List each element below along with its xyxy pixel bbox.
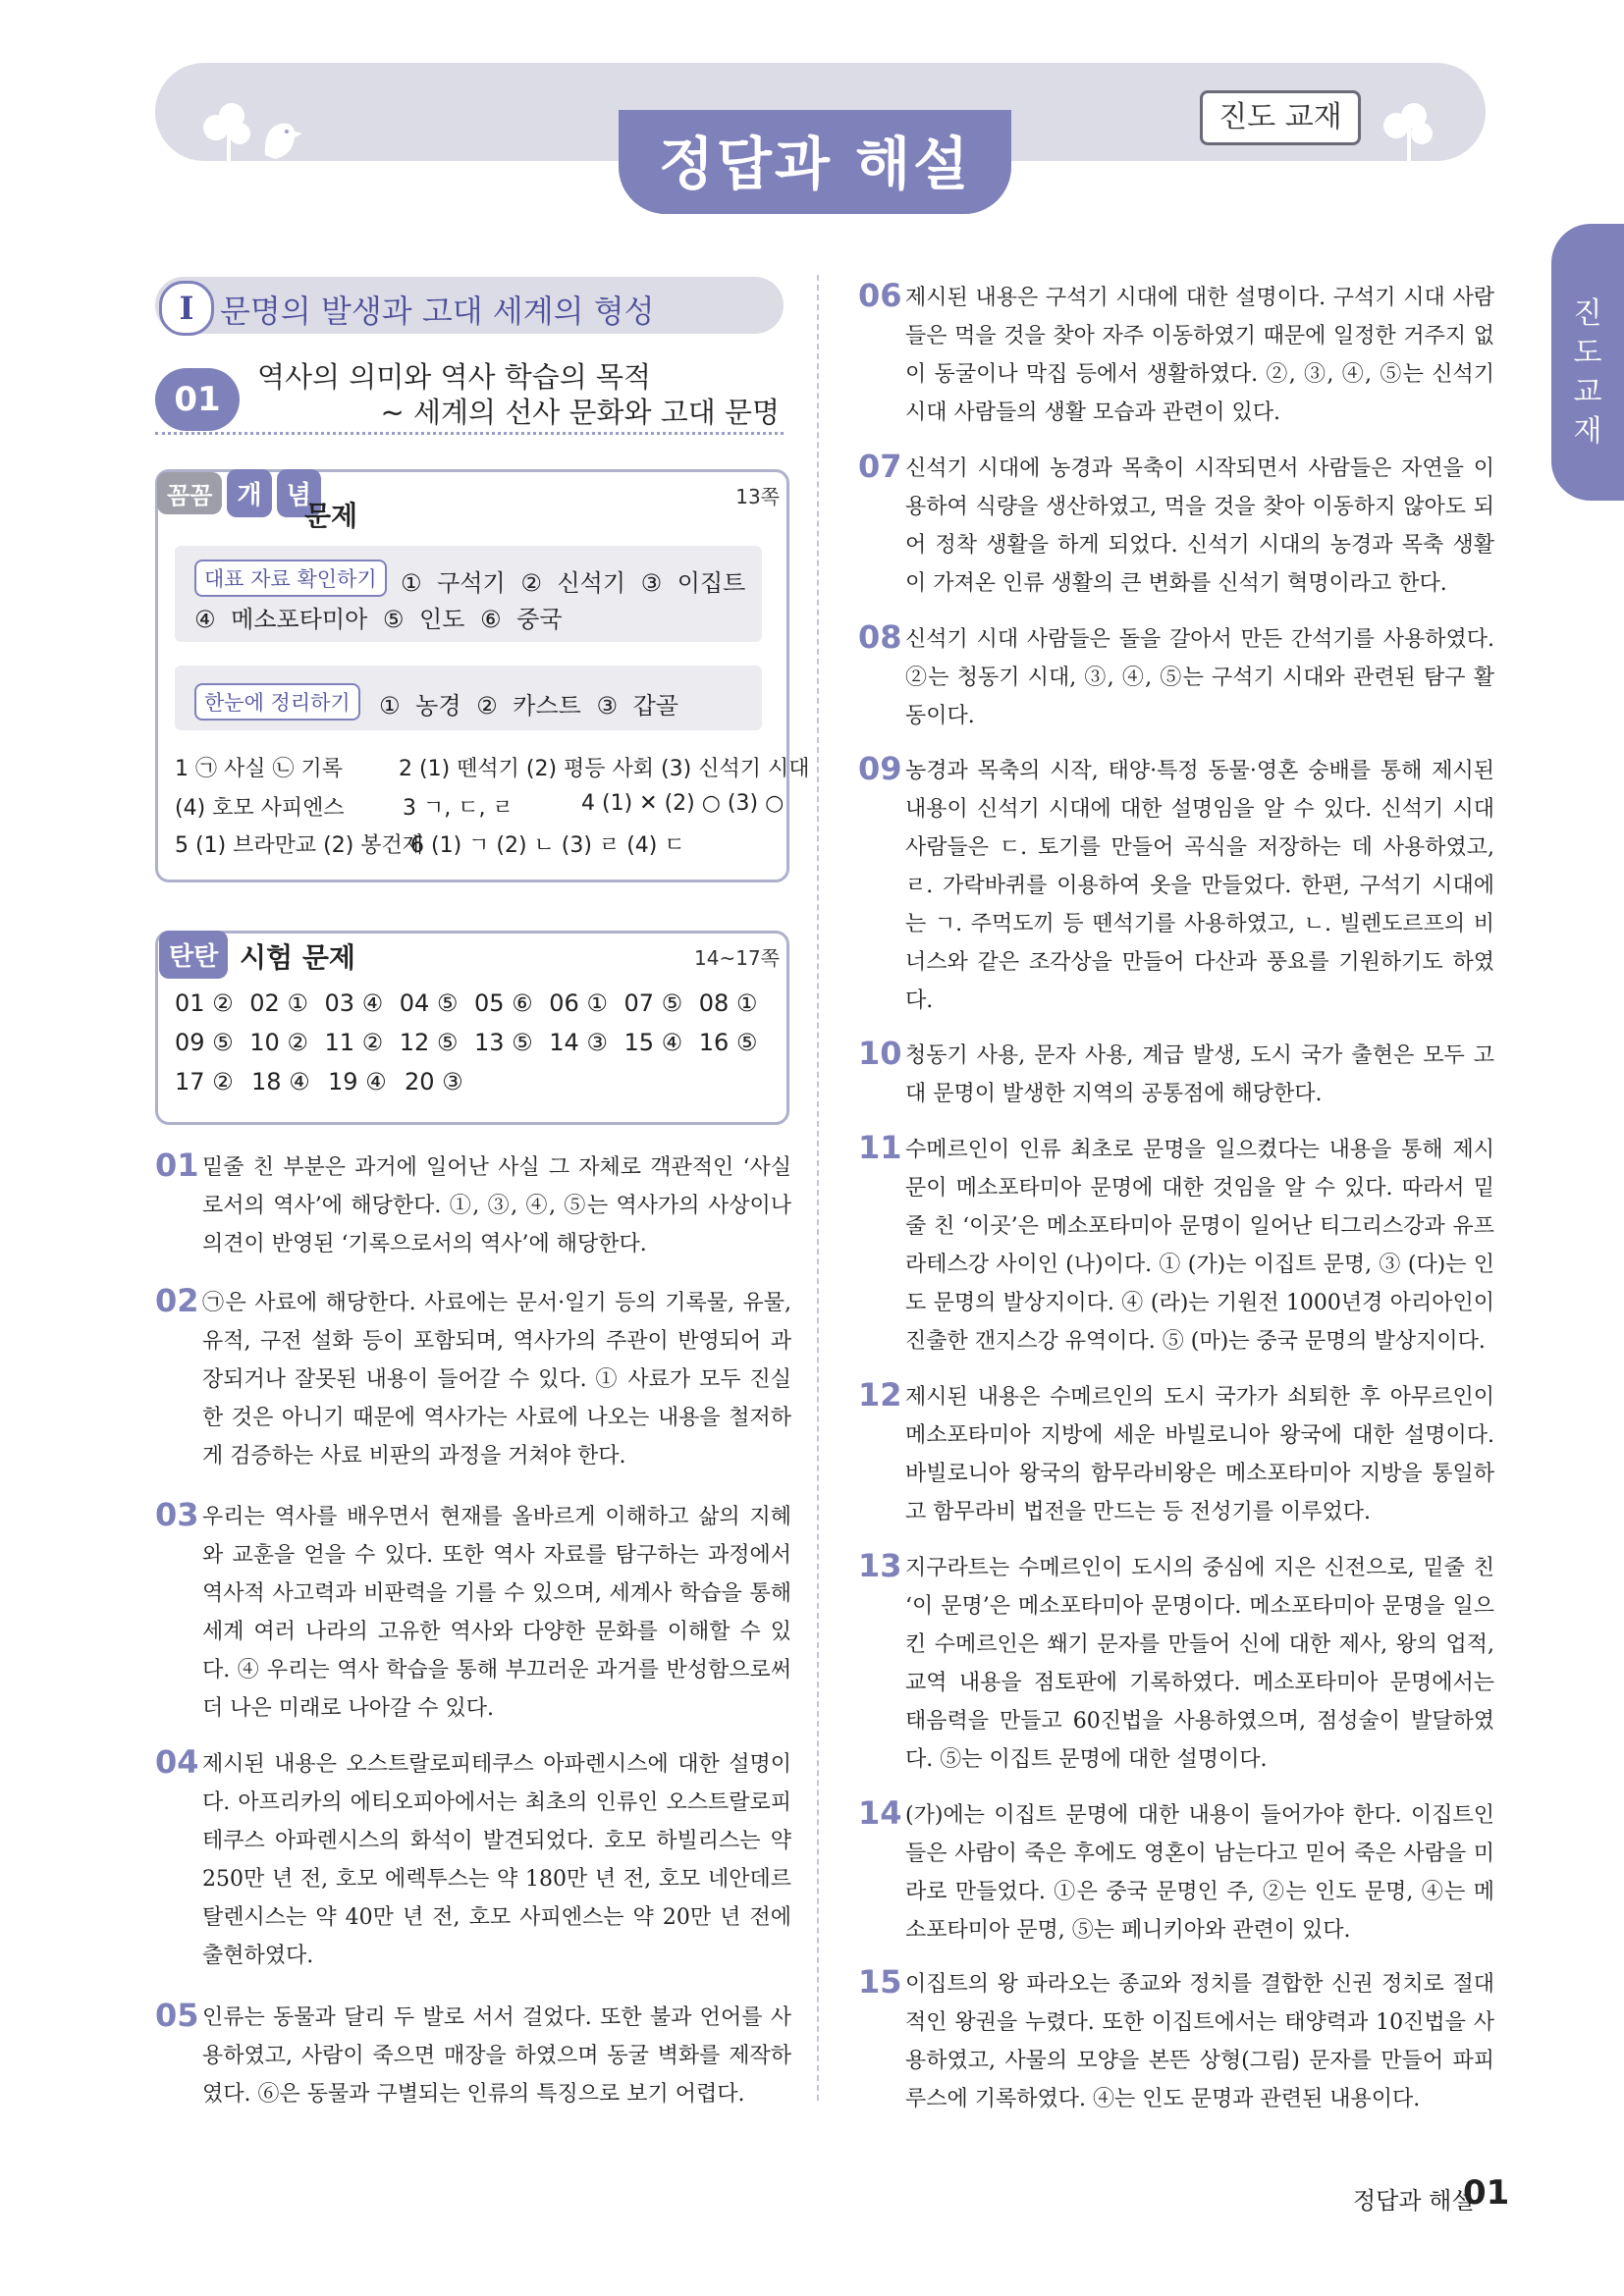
concept-answer: 5 (1) 브라만교 (2) 봉건제 (175, 833, 424, 858)
explanation-number: 08 (858, 618, 902, 656)
answer-cell: 18 ④ (251, 1068, 310, 1095)
concept-answer: 4 (1) ✕ (2) ○ (3) ○ (581, 791, 785, 816)
section-title: 문명의 발생과 고대 세계의 형성 (220, 293, 655, 330)
explanation-number: 11 (858, 1129, 902, 1166)
explanation-text: (가)에는 이집트 문명에 대한 내용이 들어가야 한다. 이집트인들은 사람이 죽은 후에도 영혼이 남는다고 믿어 죽은 사람을 미라로 만들었다. ①은 중국 문명인 주, ②는 인도 문명, ④는 메소포타미아 문명, ⑤는 페니키아와 관련이 있다. (905, 1803, 1494, 1943)
side-tab-char: 도 (1573, 336, 1602, 370)
answer-cell: 15 ④ (623, 1029, 683, 1056)
answer-cell: 14 ③ (549, 1029, 608, 1056)
page-number: 01 (1463, 2173, 1510, 2213)
concept-tag-a: 꼼꼼 (157, 472, 222, 514)
explanation-text: 신석기 시대 사람들은 돌을 갈아서 만든 간석기를 사용하였다. ②는 청동기 시대, ③, ④, ⑤는 구석기 시대와 관련된 탐구 활동이다. (905, 627, 1494, 728)
explanation-number: 01 (155, 1147, 199, 1184)
book-type-badge: 진도 교재 (1200, 90, 1361, 145)
answer-cell: 09 ⑤ (175, 1029, 234, 1056)
side-tab-char: 교 (1573, 375, 1602, 409)
explanation-number: 13 (858, 1547, 902, 1584)
answer-cell: 19 ④ (328, 1068, 387, 1095)
side-tab-label (1551, 294, 1624, 452)
tree-icon (1375, 100, 1443, 169)
unit-title-line2: ~ 세계의 선사 문화와 고대 문명 (380, 396, 780, 429)
explanation-text: 우리는 역사를 배우면서 현재를 올바르게 이해하고 삶의 지혜와 교훈을 얻을 수 있다. 또한 역사 자료를 탐구하는 과정에서 역사적 사고력과 비판력을 기를 수 있으며, 세계사 학습을 통해 세계 여러 나라의 고유한 역사와 다양한 문화를 이해할 수 있다. ④ 우리는 역사 학습을 통해 부끄러운 과거를 반성함으로써 더 나은 미래로 나아갈 수 있다. (202, 1505, 791, 1721)
concept-heading: 문제 (304, 500, 358, 532)
answer-row (175, 1068, 774, 1107)
explanation-number: 02 (155, 1282, 199, 1319)
column-divider (817, 275, 819, 2101)
answer-cell: 12 ⑤ (399, 1029, 459, 1056)
explanation-text: 인류는 동물과 달리 두 발로 서서 걸었다. 또한 불과 언어를 사용하였고, 사람이 죽으면 매장을 하였으며 동굴 벽화를 제작하였다. ⑥은 동물과 구별되는 인류의 특징으로 보기 어렵다. (202, 2005, 791, 2107)
explanation-text: 신석기 시대에 농경과 목축이 시작되면서 사람들은 자연을 이용하여 식량을 생산하였고, 먹을 것을 찾아 이동하지 않아도 되어 정착 생활을 하게 되었다. 신석기 시대의 농경과 목축 생활이 가져온 인류 생활의 큰 변화를 신석기 혁명이라고 한다. (905, 456, 1494, 596)
concept-answer: (4) 호모 사피엔스 (175, 796, 345, 821)
answer-cell: 13 ⑤ (474, 1029, 533, 1056)
explanation-text: 밑줄 친 부분은 과거에 일어난 사실 그 자체로 객관적인 ‘사실로서의 역사’에 해당한다. ①, ③, ④, ⑤는 역사가의 사상이나 의견이 반영된 ‘기록으로서의 역사’에 해당한다. (202, 1155, 791, 1256)
side-tab-char: 재 (1573, 414, 1602, 449)
explanation-text: 수메르인이 인류 최초로 문명을 일으켰다는 내용을 통해 제시문이 메소포타미아 문명에 대한 것임을 알 수 있다. 따라서 밑줄 친 ‘이곳’은 메소포타미아 문명이 일어난 티그리스강과 유프라테스강 사이인 (나)이다. ① (가)는 이집트 문명, ③ (다)는 인도 문명의 발상지이다. ④ (라)는 기원전 1000년경 아리아인이 진출한 갠지스강 유역이다. ⑤ (마)는 중국 문명의 발상지이다. (905, 1138, 1494, 1354)
explanation-number: 14 (858, 1794, 902, 1832)
answer-cell: 01 ② (175, 989, 234, 1017)
summary-row: ① 농경 ② 카스트 ③ 갑골 (379, 692, 678, 720)
answer-grid (175, 989, 774, 1107)
explanation-number: 03 (155, 1496, 199, 1533)
explanation-number: 07 (858, 448, 902, 485)
explanation-text: 농경과 목축의 시작, 태양·특정 동물·영혼 숭배를 통해 제시된 내용이 신석기 시대에 대한 설명임을 알 수 있다. 신석기 시대 사람들은 ㄷ. 토기를 만들어 곡식을 저장하는 데 사용하였고, ㄹ. 가락바퀴를 이용하여 옷을 만들었다. 한편, 구석기 시대에는 ㄱ. 주먹도끼 등 뗀석기를 사용하였고, ㄴ. 빌렌도르프의 비너스와 같은 조각상을 만들어 다산과 풍요를 기원하기도 하였다. (905, 759, 1494, 1013)
answer-cell: 04 ⑤ (399, 989, 459, 1017)
answer-cell: 06 ① (549, 989, 608, 1017)
answer-cell: 05 ⑥ (474, 989, 533, 1017)
explanation-text: 청동기 사용, 문자 사용, 계급 발생, 도시 국가 출현은 모두 고대 문명이 발생한 지역의 공통점에 해당한다. (905, 1043, 1494, 1106)
explanation-number: 12 (858, 1376, 902, 1414)
footer-label: 정답과 해설 (1353, 2187, 1475, 2215)
explanation-number: 05 (155, 1997, 199, 2034)
answer-cell: 08 ① (698, 989, 758, 1017)
tree-bird-icon (194, 98, 302, 167)
explanation-number: 04 (155, 1743, 199, 1781)
explanation-text: 제시된 내용은 수메르인의 도시 국가가 쇠퇴한 후 아무르인이 메소포타미아 지방에 세운 바빌로니아 왕국에 대한 설명이다. 바빌로니아 왕국의 함무라비왕은 메소포타미아 지방을 통일하고 함무라비 법전을 만드는 등 전성기를 이루었다. (905, 1385, 1494, 1524)
concept-tag-b: 개 (227, 469, 271, 517)
unit-title-line1: 역사의 의미와 역사 학습의 목적 (257, 360, 652, 394)
section-number: I (159, 281, 214, 336)
key-material-label: 대표 자료 확인하기 (194, 560, 387, 597)
answer-cell: 10 ② (249, 1029, 308, 1056)
answer-cell: 03 ④ (324, 989, 384, 1017)
answer-cell: 11 ② (324, 1029, 384, 1056)
explanation-text: 이집트의 왕 파라오는 종교와 정치를 결합한 신권 정치로 절대적인 왕권을 누렸다. 또한 이집트에서는 태양력과 10진법을 사용하였고, 사물의 모양을 본뜬 상형(그림) 문자를 만들어 파피루스에 기록하였다. ④는 인도 문명과 관련된 내용이다. (905, 1972, 1494, 2111)
explanation-text: 지구라트는 수메르인이 도시의 중심에 지은 신전으로, 밑줄 친 ‘이 문명’은 메소포타미아 문명이다. 메소포타미아 문명을 일으킨 수메르인은 쐐기 문자를 만들어 신에 대한 제사, 왕의 업적, 교역 내용을 점토판에 기록하였다. 메소포타미아 문명에서는 태음력을 만들고 60진법을 사용하였으며, 점성술이 발달하였다. ⑤는 이집트 문명에 대한 설명이다. (905, 1556, 1494, 1772)
answer-row (175, 989, 774, 1029)
explanation-number: 09 (858, 750, 902, 787)
page-title: 정답과 해설 (658, 131, 972, 197)
test-heading: 시험 문제 (240, 941, 355, 974)
answer-cell: 16 ⑤ (698, 1029, 758, 1056)
concept-page-ref: 13쪽 (735, 485, 780, 508)
concept-tag (157, 469, 321, 517)
answer-row (175, 1029, 774, 1068)
answer-cell: 20 ③ (405, 1068, 463, 1095)
explanation-number: 15 (858, 1963, 902, 2001)
explanation-number: 06 (858, 277, 902, 314)
unit-divider (155, 432, 784, 435)
explanation-text: ㉠은 사료에 해당한다. 사료에는 문서·일기 등의 기록물, 유물, 유적, 구전 설화 등이 포함되며, 역사가의 주관이 반영되어 과장되거나 잘못된 내용이 들어갈 수 있다. ① 사료가 모두 진실한 것은 아니기 때문에 역사가는 사료에 나오는 내용을 철저하게 검증하는 사료 비판의 과정을 거쳐야 한다. (202, 1291, 791, 1468)
answer-cell: 17 ② (175, 1068, 234, 1095)
unit-number-badge: 01 (155, 368, 240, 431)
test-page-ref: 14~17쪽 (694, 946, 780, 970)
explanation-text: 제시된 내용은 구석기 시대에 대한 설명이다. 구석기 시대 사람들은 먹을 것을 찾아 자주 이동하였기 때문에 일정한 거주지 없이 동굴이나 막집 등에서 생활하였다. ②, ③, ④, ⑤는 신석기 시대 사람들의 생활 모습과 관련이 있다. (905, 286, 1494, 425)
concept-tag-c: 념 (277, 469, 321, 517)
answer-cell: 02 ① (249, 989, 308, 1017)
test-tag: 탄탄 (159, 931, 228, 979)
explanation-number: 10 (858, 1035, 902, 1072)
concept-answer: 2 (1) 뗀석기 (2) 평등 사회 (3) 신석기 시대 (399, 757, 810, 781)
concept-answer: 3 ㄱ, ㄷ, ㄹ (403, 796, 514, 821)
key-material-row: ④ 메소포타미아 ⑤ 인도 ⑥ 중국 (194, 606, 563, 633)
side-tab-char: 진 (1573, 296, 1602, 331)
summary-label: 한눈에 정리하기 (194, 683, 360, 721)
explanation-text: 제시된 내용은 오스트랄로피테쿠스 아파렌시스에 대한 설명이다. 아프리카의 에티오피아에서는 최초의 인류인 오스트랄로피테쿠스 아파렌시스의 화석이 발견되었다. 호모 하빌리스는 약 250만 년 전, 호모 에렉투스는 약 180만 년 전, 호모 네안데르탈렌시스는 약 40만 년 전, 호모 사피엔스는 약 20만 년 전에 출현하였다. (202, 1752, 791, 1968)
concept-answer: 6 (1) ㄱ (2) ㄴ (3) ㄹ (4) ㄷ (410, 833, 685, 858)
answer-cell: 07 ⑤ (623, 989, 683, 1017)
concept-answer: 1 ㉠ 사실 ㉡ 기록 (175, 757, 343, 781)
key-material-row: ① 구석기 ② 신석기 ③ 이집트 (401, 569, 746, 597)
